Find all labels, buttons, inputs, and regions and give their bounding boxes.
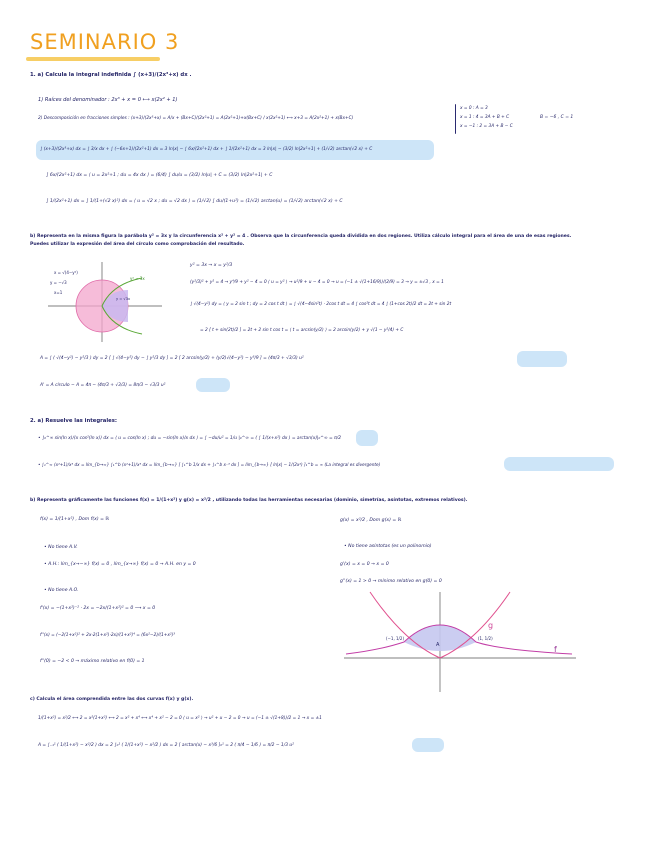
highlight-result-2a-1	[356, 430, 378, 446]
ex1b-step6: A' = A círculo − A = 4π − (4π/3 + √3/3) = 8π/3 − √3/3 u²	[40, 383, 166, 388]
page-title: SEMINARIO 3	[30, 30, 180, 54]
ex1b-step5: A = ∫ ( √(4−y²) − y²/3 ) dy = 2 [ ∫ √(4−y²) dy − ∫ y²/3 dy ] = 2 [ 2 arcsin(y/2) + (y/2)√(4−y²) − y³/9 ] = (4π/3 + √3/3) u²	[40, 356, 304, 361]
g-line-3: g'(x) = x = 0 → x = 0	[340, 562, 389, 567]
graph1-mid-label: y² = 3x	[130, 276, 145, 281]
system-eq-2: x = 1 : 4 = 3A + B + C	[460, 115, 510, 120]
system-brace	[455, 104, 457, 134]
graph2-area-label: A	[436, 642, 440, 648]
g-line-1: g(x) = x²/2 , Dom g(x) = ℝ	[340, 518, 402, 523]
f-line-2: • No tiene A.V.	[44, 545, 78, 550]
highlight-result-1b-complement	[196, 378, 230, 392]
ex1a-step2: 2) Descomposición en fracciones simples : (x+3)/(2x³+x) = A/x + (Bx+C)/(2x²+1) = A(2x²+1)+x(Bx+C) / x(2x²+1) ⟷ x+3 = A(2x²+1) + x(Bx+C)	[38, 116, 354, 121]
system-result: B = −6 , C = 1	[540, 115, 574, 120]
area-between-curves	[404, 625, 476, 651]
ex2c-line2: A = ∫₋₁¹ ( 1/(1+x²) − x²/2 ) dx = 2 ∫₀¹ ( 1/(1+x²) − x²/2 ) dx = 2 [ arctan(x) − x³/6 ]₀¹ = 2 ( π/4 − 1/6 ) = π/2 − 1/3 u²	[38, 743, 294, 748]
highlight-result-1b	[517, 351, 567, 367]
g-line-2: • No tiene asíntotas (es un polinomio)	[344, 544, 432, 549]
f-line-7: f''(0) = −2 < 0 → máximo relativo en f(0) = 1	[40, 659, 145, 664]
system-eq-3: x = −1 : 2 = 3A + B − C	[460, 124, 513, 129]
f-line-3: • A.H.: lím_{x→−∞} f(x) = 0 , lím_{x→∞} f(x) = 0 → A.H. en y = 0	[44, 562, 196, 567]
system-eq-1: x = 0 : A = 3	[460, 106, 488, 111]
ex1a-integral3: ∫ 1/(2x²+1) dx = ∫ 1/(1+(√2 x)²) dx = ⟨ u = √2 x ; du = √2 dx ⟩ = (1/√2) ∫ du/(1+u²) = (1/√2) arctan(u) = (1/√2) arctan(√2 x) + C	[46, 199, 343, 204]
ex1b-step4: = 2 [ t + sin(2t)/2 ] = 2t + 2 sin t cos t = ⟨ t = arcsin(y/2) ⟩ = 2 arcsin(y/2) + y √(1 − y²/4) + C	[200, 328, 404, 333]
ex2c-line1: 1/(1+x²) = x²/2 ⟷ 2 = x²(1+x²) ⟷ 2 = x² + x⁴ ⟷ x⁴ + x² − 2 = 0 ⟨ u = x² ⟩ → u² + u − 2 = 0 → u = (−1 ± √(1+8))/2 = 1 → x = ±1	[38, 716, 322, 721]
graph1-left-label-1: y = −√3	[50, 280, 67, 285]
functions-graph	[340, 588, 580, 696]
highlight-result-2a-2	[504, 457, 614, 471]
title-highlight	[26, 57, 160, 61]
graph2-f-label: f	[554, 645, 557, 654]
ex1b-statement-1: b) Representa en la misma figura la parábola y² = 3x y la circunferencia x² + y² = 4 . Observa que la circunferencia queda dividida en dos regiones. Utiliza cálculo integral para el área de una de esas regiones.	[30, 234, 572, 239]
f-line-4: • No tiene A.O.	[44, 588, 79, 593]
g-line-4: g''(x) = 1 > 0 → mínimo relativo en g(0) = 0	[340, 579, 442, 584]
ex2a-line1: • ∫₀^∞ sin(ln x)/(x cos²(ln x)) dx = ⟨ u = cos(ln x) ; du = −sin(ln x)/x dx ⟩ = ∫ −du/u² = 1/u |₀^∞ = ( ∫ 1/(x+x²) dx ) = arctan(x)|₀^∞ = π/2	[38, 436, 342, 441]
ex1a-step1: 1) Raíces del denominador : 2x³ + x = 0 ⟷ x(2x² + 1)	[38, 97, 178, 103]
f-line-1: f(x) = 1/(1+x²) , Dom f(x) = ℝ	[40, 517, 110, 522]
ex1b-step3: ∫ √(4−y²) dy = ⟨ y = 2 sin t ; dy = 2 cos t dt ⟩ = ∫ √(4−4sin²t) · 2cos t dt = 4 ∫ cos²t dt = 4 ∫ (1+cos 2t)/2 dt = 2t + sin 2t	[190, 302, 452, 307]
graph1-top-label: x = √(4−y²)	[54, 270, 78, 275]
ex1a-integral2: ∫ 6x/(2x²+1) dx = ⟨ u = 2x²+1 ; du = 4x dx ⟩ = (6/4) ∫ du/u = (3/2) ln|u| + C = (3/2) ln|2x²+1| + C	[46, 173, 273, 178]
ex1b-statement-2: Puedes utilizar la expresión del área del círculo como comprobación del resultado.	[30, 242, 245, 247]
ex1a-statement: 1. a) Calcula la integral indefinida ∫ (x+3)/(2x³+x) dx .	[30, 72, 192, 78]
graph2-left-point: (−1, 1/2)	[386, 636, 404, 641]
highlight-result-2c	[412, 738, 444, 752]
ex2a-statement: 2. a) Resuelve las integrales:	[30, 418, 118, 424]
circle-parabola-graph	[46, 260, 164, 344]
graph2-right-point: (1, 1/2)	[478, 636, 493, 641]
graph2-g-label: g	[488, 621, 494, 630]
ex1b-step2: (y²/3)² + y² = 4 → y⁴/9 + y² − 4 = 0 ⟨ u = y² ⟩ → u²/9 + u − 4 = 0 → u = (−1 ± √(1+16/9))/(2/9) = 3 → y = ±√3 , x = 1	[190, 280, 444, 285]
ex2a-line2: • ∫₁^∞ (x²+1)/x³ dx = lím_{b→∞} ∫₁^b (x²+1)/x³ dx = lím_{b→∞} [ ∫₁^b 1/x dx + ∫₁^b x⁻³ dx ] = lím_{b→∞} [ ln|x| − 1/(2x²) ]₁^b = ∞ (La integral es divergente)	[38, 462, 381, 467]
graph1-left-label-2: x=1	[54, 290, 63, 295]
ex1a-integral1: ∫ (x+3)/(2x³+x) dx = ∫ 3/x dx + ∫ (−6x+1)/(2x²+1) dx = 3 ln|x| − ∫ 6x/(2x²+1) dx + ∫ 1/(2x²+1) dx = 3 ln|x| − (3/2) ln|2x²+1| + (1/√2) arctan(√2 x) + C	[40, 147, 373, 152]
ex2c-statement: c) Calcula el área comprendida entre las dos curvas f(x) y g(x).	[30, 697, 194, 702]
ex1b-step1: y² = 3x → x = y²/3	[190, 263, 233, 268]
ex2b-statement: b) Representa gráficamente las funciones f(x) = 1/(1+x²) y g(x) = x²/2 , utilizando todas las herramientas necesarias (dominio, simetrías, asíntotas, extremos relativos).	[30, 498, 468, 503]
f-line-6: f''(x) = (−2(1+x²)² + 2x·2(1+x²)·2x)/(1+x²)⁴ = (6x²−2)/(1+x²)³	[40, 633, 176, 638]
graph1-right-label: y = √3x	[116, 297, 131, 301]
f-line-5: f'(x) = −(1+x²)⁻² · 2x = −2x/(1+x²)² = 0 ⟶ x = 0	[40, 606, 156, 611]
